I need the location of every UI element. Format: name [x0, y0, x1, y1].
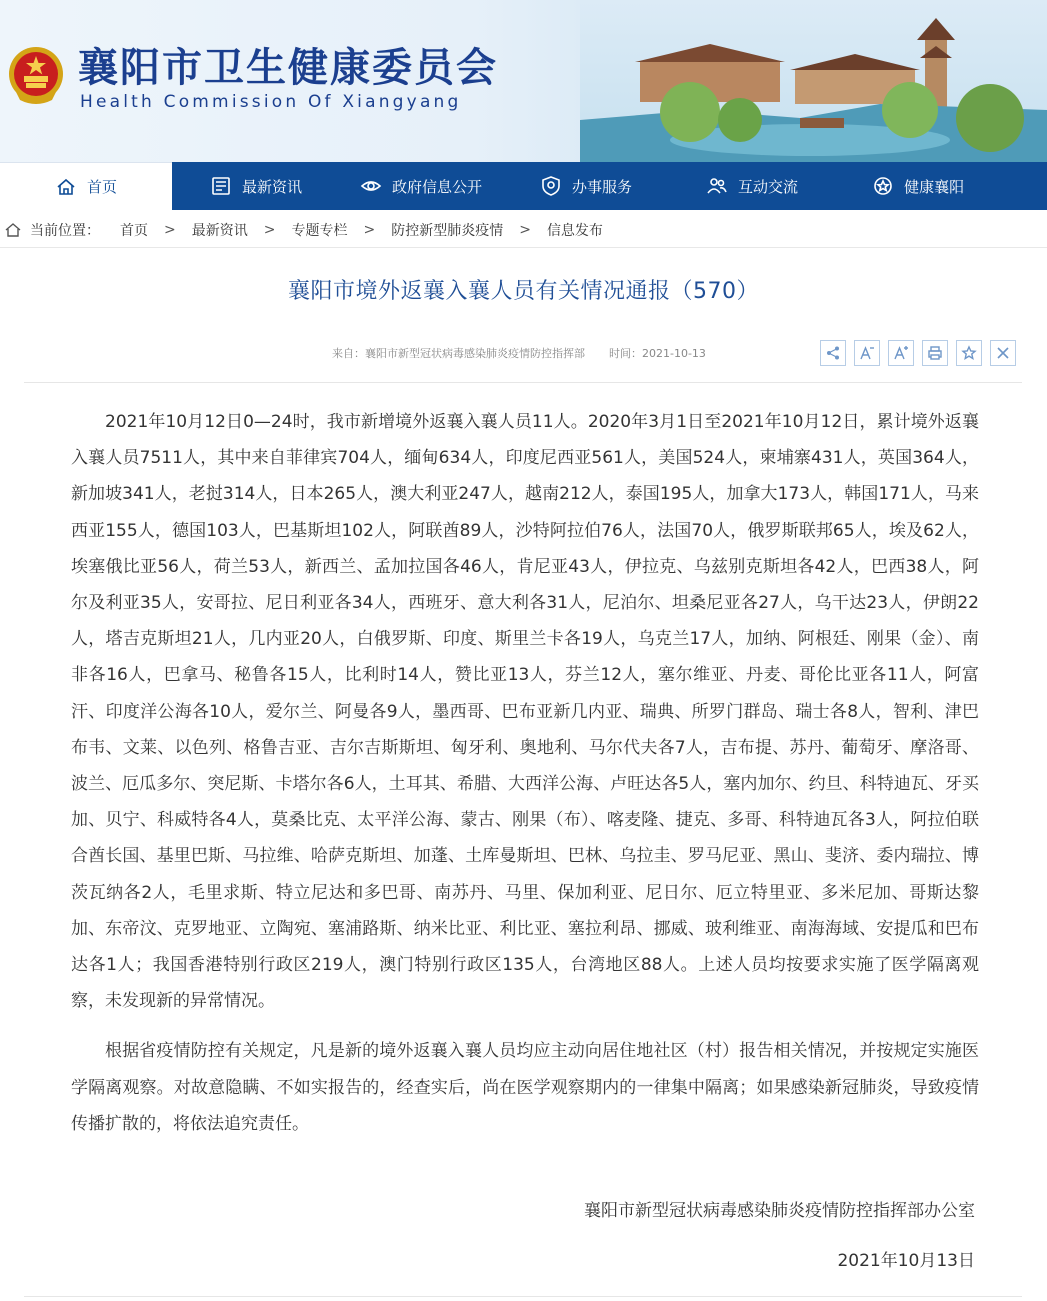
favorite-icon[interactable]: [956, 340, 982, 366]
breadcrumb-separator: >: [263, 221, 276, 238]
article-tools: [820, 340, 1024, 366]
nav-item-label: 互动交流: [738, 177, 799, 196]
nav-item-services[interactable]: [540, 162, 632, 210]
nav-item-news[interactable]: [210, 162, 302, 210]
font-decrease-icon[interactable]: [854, 340, 880, 366]
article-source: 来自：襄阳市新型冠状病毒感染肺炎疫情防控指挥部: [332, 347, 585, 360]
close-icon[interactable]: [990, 340, 1016, 366]
national-emblem-icon: [6, 44, 66, 108]
nav-item-gov-info[interactable]: [360, 162, 482, 210]
breadcrumb-separator: >: [164, 221, 176, 238]
nav-item-label: 办事服务: [572, 177, 633, 196]
nav-item-label: 首页: [86, 178, 117, 196]
breadcrumb: [0, 212, 1047, 248]
site-title: 襄阳市卫生健康委员会: [78, 45, 498, 91]
news-icon: [210, 175, 232, 197]
eye-icon: [360, 175, 382, 197]
divider: [24, 1296, 1022, 1297]
service-icon: [540, 175, 562, 197]
home-icon: [55, 176, 77, 198]
article-date: 2021年10月13日: [837, 1251, 975, 1271]
star-badge-icon: [872, 175, 894, 197]
breadcrumb-item-home[interactable]: 首页: [120, 222, 148, 239]
article-body: [71, 404, 979, 1142]
nav-item-healthy-xiangyang[interactable]: [872, 162, 964, 210]
breadcrumb-item-topics[interactable]: 专题专栏: [291, 222, 348, 239]
nav-item-home[interactable]: [0, 162, 172, 210]
article-paragraph: 2021年10月12日0—24时，我市新增境外返襄入襄人员11人。2020年3月1日至2021年10月12日，累计境外返襄入襄人员7511人，其中来自菲律宾704人，缅甸634人，印度尼西亚561人，美国524人，柬埔寨431人，英国364人，新加坡341人，老挝314人，日本265人，澳大利亚247人，越南212人，泰国195人，加拿大173人，韩国171人，马来西亚155人，德国103人，巴基斯坦102人，阿联酋89人，沙特阿拉伯76人，法国70人，俄罗斯联邦65人，埃及62人，埃塞俄比亚56人，荷兰53人，新西兰、孟加拉国各46人，肯尼亚43人，伊拉克、乌兹别克斯坦各42人，巴西38人，阿尔及利亚35人，安哥拉、尼日利亚各34人，西班牙、意大利各31人，尼泊尔、坦桑尼亚各27人，乌干达23人，伊朗22人，塔吉克斯坦21人，几内亚20人，白俄罗斯、印度、斯里兰卡各19人，乌克兰17人，加纳、阿根廷、刚果（金）、南非各16人，巴拿马、秘鲁各15人，比利时14人，赞比亚13人，芬兰12人，塞尔维亚、丹麦、哥伦比亚各11人，阿富汗、印度洋公海各10人，爱尔兰、阿曼各9人，墨西哥、巴布亚新几内亚、瑞典、所罗门群岛、瑞士各8人，智利、津巴布韦、文莱、以色列、格鲁吉亚、吉尔吉斯斯坦、匈牙利、奥地利、马尔代夫各7人，吉布提、苏丹、葡萄牙、摩洛哥、波兰、厄瓜多尔、突尼斯、卡塔尔各6人，土耳其、希腊、大西洋公海、卢旺达各5人，塞内加尔、约旦、科特迪瓦、牙买加、贝宁、科威特各4人，莫桑比克、太平洋公海、蒙古、刚果（布）、喀麦隆、捷克、多哥、科特迪瓦各3人，阿拉伯联合酋长国、基里巴斯、马拉维、哈萨克斯坦、加蓬、土库曼斯坦、巴林、乌拉圭、罗马尼亚、黑山、斐济、委内瑞拉、博茨瓦纳各2人，毛里求斯、特立尼达和多巴哥、南苏丹、马里、保加利亚、尼日尔、厄立特里亚、多米尼加、哥斯达黎加、东帝汶、克罗地亚、立陶宛、塞浦路斯、纳米比亚、利比亚、塞拉利昂、挪威、玻利维亚、南海海域、安提瓜和巴布达各1人；我国香港特别行政区219人，澳门特别行政区135人，台湾地区88人。上述人员均按要求实施了医学隔离观察，未发现新的异常情况。: [71, 412, 979, 1012]
breadcrumb-item-info[interactable]: 信息发布: [546, 222, 603, 239]
breadcrumb-separator: >: [363, 221, 376, 238]
article-meta: [332, 345, 706, 361]
breadcrumb-item-news[interactable]: 最新资讯: [191, 222, 248, 239]
article-signature: 襄阳市新型冠状病毒感染肺炎疫情防控指挥部办公室: [584, 1201, 975, 1221]
nav-item-label: 最新资讯: [242, 177, 303, 196]
main-nav: [0, 162, 1047, 210]
breadcrumb-label: 当前位置：: [30, 222, 100, 239]
nav-item-label: 健康襄阳: [904, 177, 965, 196]
home-icon: [4, 221, 22, 239]
divider: [24, 382, 1022, 383]
print-icon[interactable]: [922, 340, 948, 366]
site-subtitle: Health Commission Of Xiangyang: [80, 92, 462, 112]
breadcrumb-item-covid[interactable]: 防控新型肺炎疫情: [391, 222, 504, 239]
city-scenery-illustration: [580, 0, 1047, 162]
breadcrumb-separator: >: [519, 221, 531, 238]
article-time: 时间：2021-10-13: [609, 347, 706, 360]
nav-item-label: 政府信息公开: [392, 177, 483, 196]
header-banner: [0, 0, 1047, 162]
share-icon[interactable]: [820, 340, 846, 366]
article-title: 襄阳市境外返襄入襄人员有关情况通报（570）: [288, 279, 759, 304]
font-increase-icon[interactable]: [888, 340, 914, 366]
people-icon: [706, 175, 728, 197]
nav-item-interaction[interactable]: [706, 162, 798, 210]
article-paragraph: 根据省疫情防控有关规定，凡是新的境外返襄入襄人员均应主动向居住地社区（村）报告相关情况，并按规定实施医学隔离观察。对故意隐瞒、不如实报告的，经查实后，尚在医学观察期内的一律集中隔离；如果感染新冠肺炎，导致疫情传播扩散的，将依法追究责任。: [71, 1041, 979, 1134]
